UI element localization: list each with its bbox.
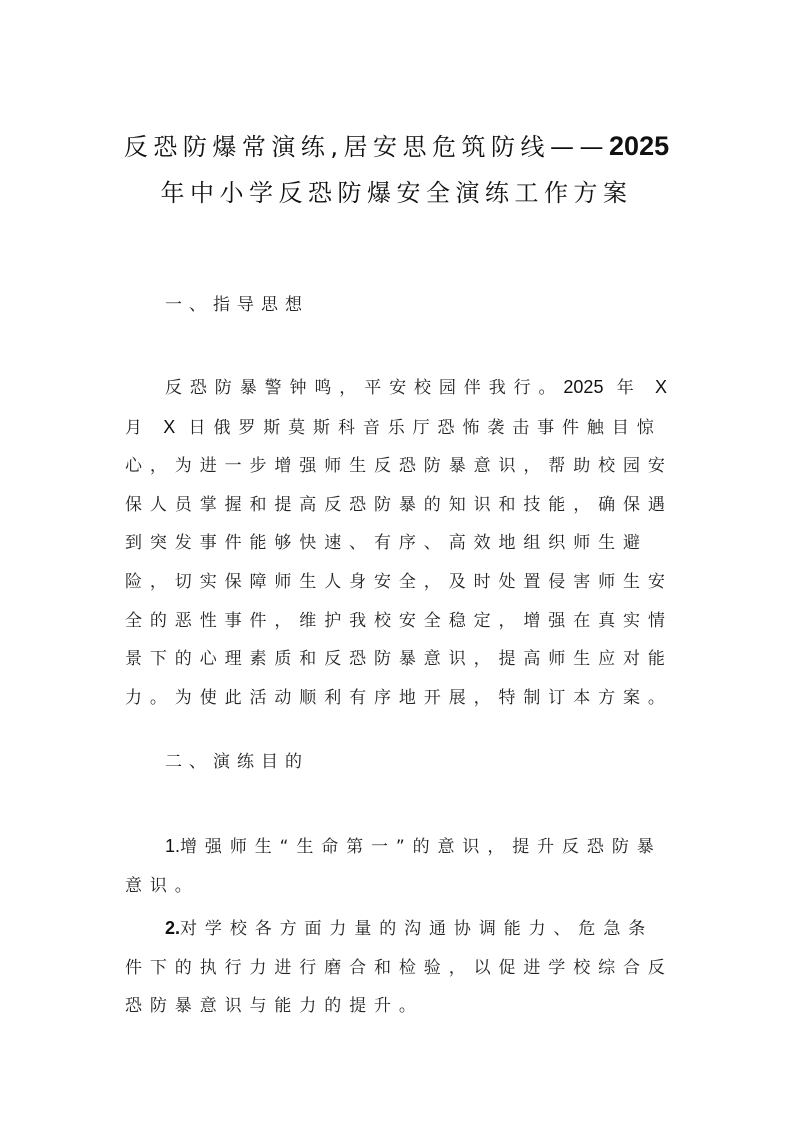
para-text: 日俄罗斯莫斯科音乐厅恐怖袭击事件触目惊心，为进一步增强师生反恐防暴意识，帮助校园安保人员掌握和提高反恐防暴的知识和技能，确保遇到突发事件能够快速、有序、高效地组织师生避险，切实保障师生人身安全，及时处置侵害师生安全的恶性事件，维护我校安全稳定，增强在真实情景下的心理素质和反恐防暴意识，提高师生应对能力。为使此活动顺利有序地开展，特制订本方案。 — [125, 417, 673, 708]
document-title-line-2: 年中小学反恐防爆安全演练工作方案 — [160, 179, 633, 207]
item-text: 对学校各方面力量的沟通协调能力、危急条件下的执行力进行磨合和检验，以促进学校综合反恐防暴意识与能力的提升。 — [125, 919, 673, 1017]
item-number: 1. — [165, 836, 181, 856]
paragraph-guiding-ideology — [125, 368, 677, 717]
para-text: 反恐防暴警钟鸣，平安校园伴我行。 — [165, 378, 564, 398]
para-text: 年 — [603, 378, 655, 398]
list-item-purpose-1 — [125, 827, 677, 905]
list-item-purpose-2 — [125, 909, 677, 1026]
section-heading-guiding-ideology: 一、指导思想 — [165, 295, 309, 315]
item-number: 2. — [165, 918, 181, 938]
item-text: 增强师生“生命第一”的意识，提升反恐防暴意识。 — [125, 837, 662, 896]
document-title-line-1 — [100, 131, 693, 162]
title-text: 反恐防爆常演练,居安思危筑防线—— — [123, 133, 610, 161]
para-day: X — [163, 416, 176, 437]
para-year: 2025 — [563, 377, 604, 397]
title-year: 2025 — [609, 131, 670, 161]
section-heading-drill-purpose: 二、演练目的 — [165, 752, 309, 772]
para-text: 月 — [125, 417, 164, 438]
para-month: X — [654, 377, 667, 397]
